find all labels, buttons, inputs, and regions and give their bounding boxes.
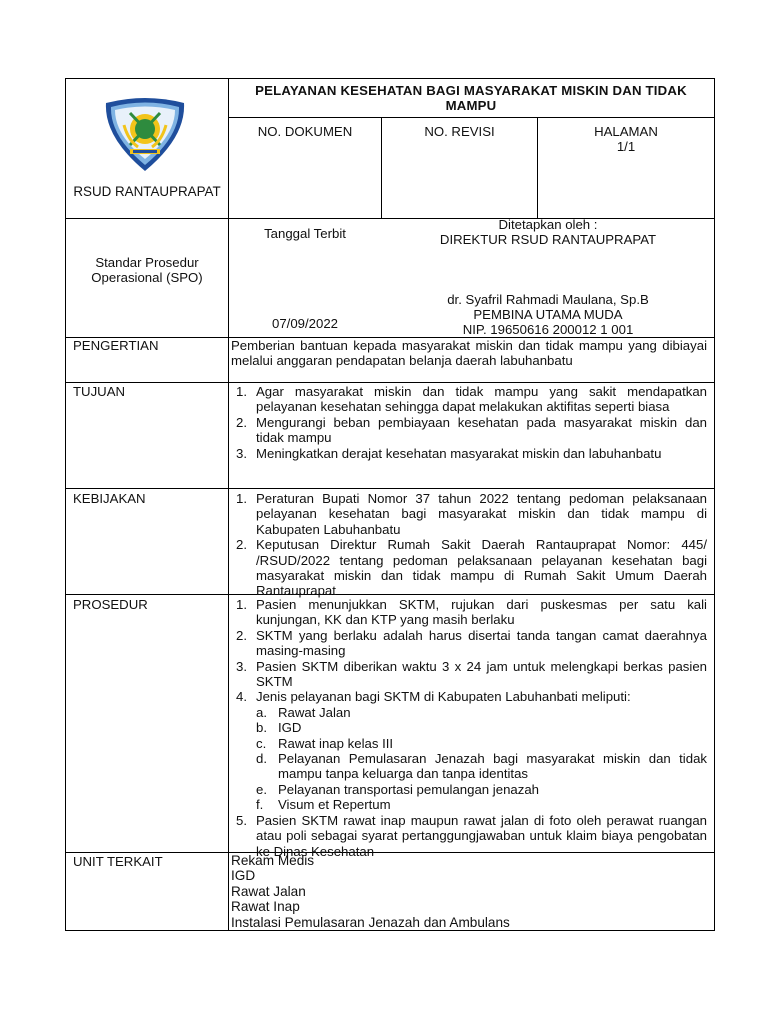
tujuan-list xyxy=(231,384,707,461)
ditetapkan-jabatan: DIREKTUR RSUD RANTAUPRAPAT xyxy=(439,232,657,247)
list-item: 2. Keputusan Direktur Rumah Sakit Daerah Rantauprapat Nomor: 445/ /RSUD/2022 tentang pedoman pelaksanaan pelayanan kesehatan bagi masyarakat miskin dan tidak mampu di Rumah Sakit Umum Daerah Rantauprapat xyxy=(236,537,744,599)
unit-terkait-label: UNIT TERKAIT xyxy=(73,854,163,869)
list-item: 3. Pasien SKTM diberikan waktu 3 x 24 jam untuk melengkapi berkas pasien SKTM xyxy=(236,658,707,690)
pengertian-text: Pemberian bantuan kepada masyarakat miskin dan tidak mampu yang dibiayai melalui anggaran pendapatan belanja daerah labuhanbatu xyxy=(231,338,707,369)
list-item: Rawat Jalan xyxy=(231,883,306,899)
prosedur-list xyxy=(231,597,707,859)
halaman-label: HALAMAN xyxy=(594,124,658,139)
list-item: 2. Mengurangi beban pembiayaan kesehatan pada masyarakat miskin dan tidak mampu xyxy=(236,414,707,446)
list-item: 3. Meningkatkan derajat kesehatan masyarakat miskin dan labuhanbatu xyxy=(236,445,662,461)
list-item: 1. Pasien menunjukkan SKTM, rujukan dari puskesmas per satu kali kunjungan, KK dan KTP yang masih berlaku xyxy=(236,597,707,628)
list-item: 1. Agar masyarakat miskin dan tidak mampu yang sakit mendapatkan pelayanan kesehatan sehingga dapat melakukan aktifitas seperti biasa xyxy=(236,384,707,415)
document-title: PELAYANAN KESEHATAN BAGI MASYARAKAT MISKIN DAN TIDAK MAMPU xyxy=(255,83,687,113)
signer-rank: PEMBINA UTAMA MUDA xyxy=(473,307,623,322)
no-dokumen-label: NO. DOKUMEN xyxy=(257,124,353,139)
signer-nip: NIP. 19650616 200012 1 001 xyxy=(462,322,634,337)
sub-list-item: b. IGD xyxy=(256,720,302,736)
tanggal-terbit-label: Tanggal Terbit xyxy=(264,226,346,241)
tujuan-label: TUJUAN xyxy=(73,384,126,399)
list-item: IGD xyxy=(231,868,256,884)
no-revisi-label: NO. REVISI xyxy=(424,124,495,139)
list-item: Rawat Inap xyxy=(231,899,300,915)
kebijakan-list xyxy=(231,491,744,599)
hospital-logo xyxy=(100,95,190,175)
shield-emblem-icon xyxy=(100,95,190,175)
list-item: 4. Jenis pelayanan bagi SKTM di Kabupaten Labuhanbati meliputi: xyxy=(236,689,631,705)
unit-terkait-list xyxy=(231,853,707,930)
halaman-value: 1/1 xyxy=(616,139,636,154)
sub-list-item: c. Rawat inap kelas III xyxy=(256,735,394,751)
kebijakan-label: KEBIJAKAN xyxy=(73,491,146,506)
list-item: Rekam Medis xyxy=(231,853,315,868)
list-item: 5. Pasien SKTM rawat inap maupun rawat jalan di foto oleh perawat ruangan atau poli sebagai syarat pertanggungjawaban untuk klaim biaya pengobatan ke Dinas Kesehatan xyxy=(236,812,707,859)
sub-list-item: e. Pelayanan transportasi pemulangan jenazah xyxy=(256,781,540,797)
list-item: Instalasi Pemulasaran Jenazah dan Ambulans xyxy=(231,914,510,930)
sub-list-item: f. Visum et Repertum xyxy=(256,797,391,813)
signer-name: dr. Syafril Rahmadi Maulana, Sp.B xyxy=(447,292,649,307)
pengertian-label: PENGERTIAN xyxy=(73,338,159,353)
list-item: 1. Peraturan Bupati Nomor 37 tahun 2022 tentang pedoman pelaksanaan pelayanan kesehatan bagi masyarakat miskin dan tidak mampu di Kabupaten Labuhanbatu xyxy=(236,491,707,537)
hospital-name: RSUD RANTAUPRAPAT xyxy=(73,184,221,199)
sub-list-item: d. Pelayanan Pemulasaran Jenazah bagi masyarakat miskin dan tidak mampu tanpa keluarga dan tanpa identitas xyxy=(256,751,707,782)
prosedur-label: PROSEDUR xyxy=(73,597,148,612)
spo-label: Standar Prosedur Operasional (SPO) xyxy=(91,255,203,286)
list-item: 2. SKTM yang berlaku adalah harus disertai tanda tangan camat daerahnya masing-masing xyxy=(236,627,707,659)
sub-list-item: a. Rawat Jalan xyxy=(256,704,351,720)
ditetapkan-label: Ditetapkan oleh : xyxy=(498,217,598,232)
tanggal-terbit-value: 07/09/2022 xyxy=(271,316,338,331)
